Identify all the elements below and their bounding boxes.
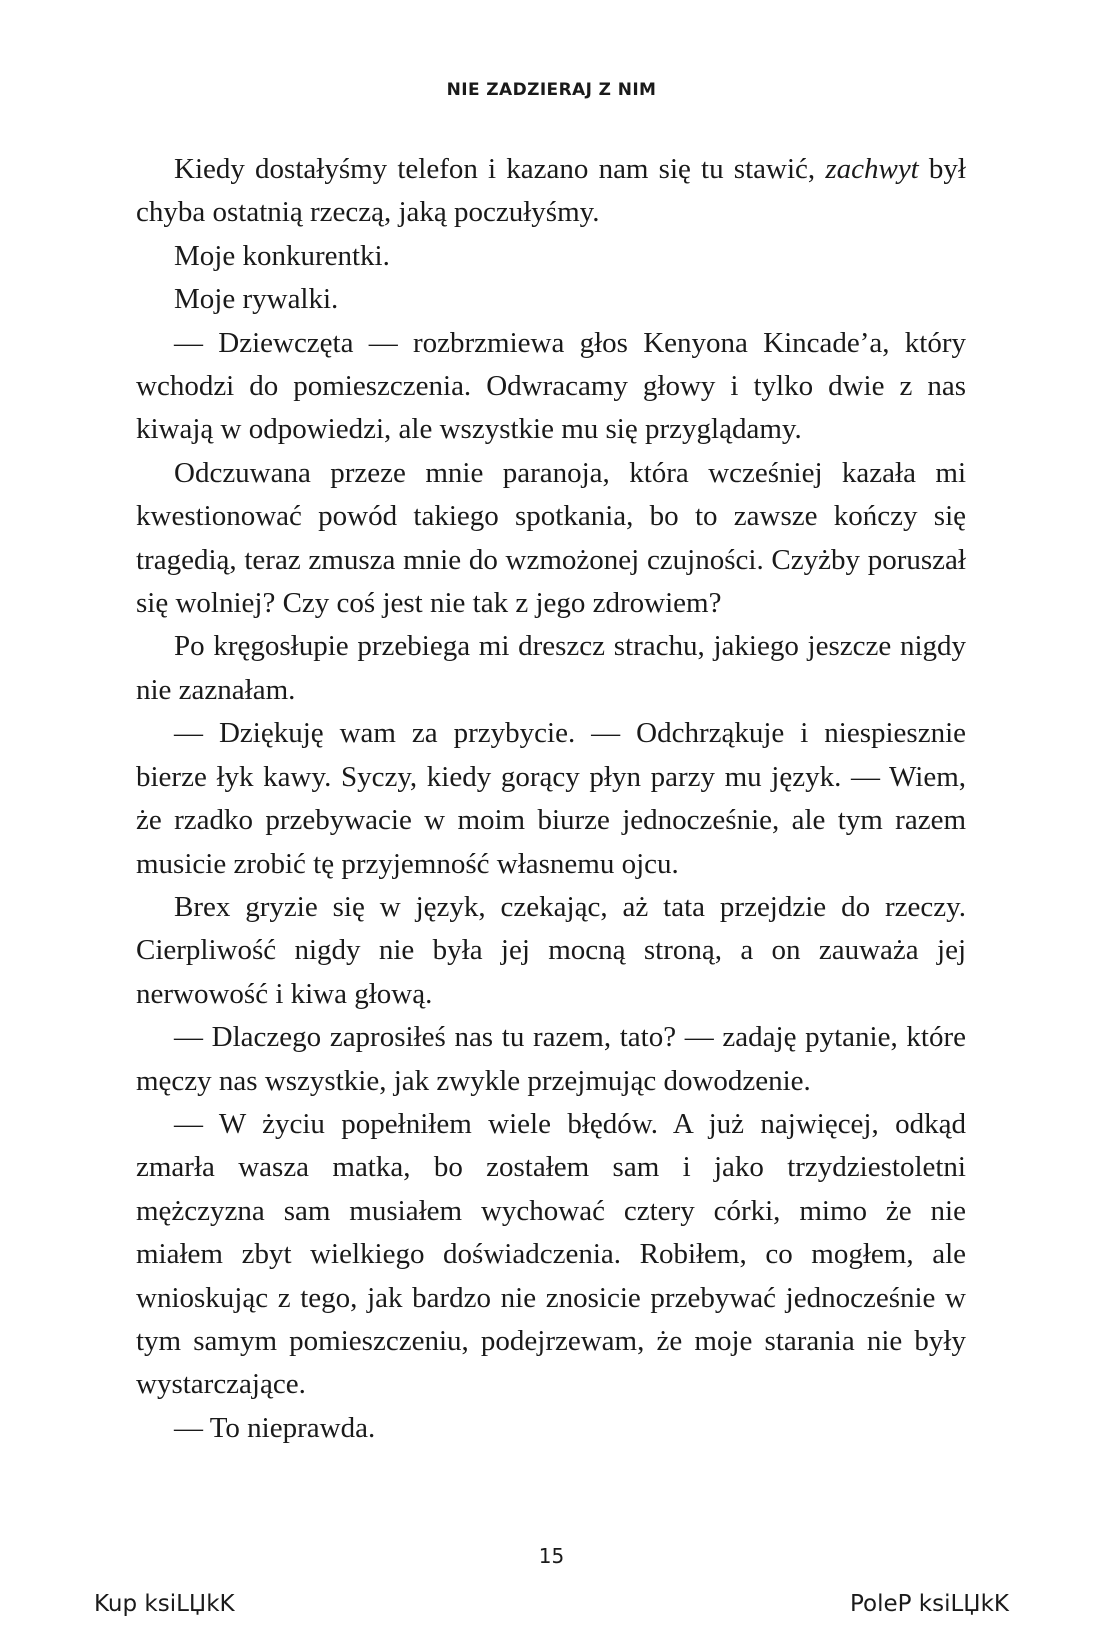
italic-word: zachwyt bbox=[825, 153, 919, 185]
page-number: 15 bbox=[538, 1544, 565, 1568]
paragraph: Po kręgosłupie przebiega mi dreszcz strachu, jakiego jeszcze nigdy nie zaznałam. bbox=[136, 630, 966, 706]
paragraph-text: Kiedy dostałyśmy telefon i kazano nam się tu stawić, bbox=[174, 153, 826, 185]
paragraph: — Dlaczego zaprosiłeś nas tu razem, tato? — zadaję pytanie, które męczy nas wszystkie, jak zwykle przejmując dowodzenie. bbox=[136, 1021, 966, 1097]
paragraph: — To nieprawda. bbox=[174, 1411, 376, 1444]
paragraph: Brex gryzie się w język, czekając, aż tata przejdzie do rzeczy. Cierpliwość nigdy nie była jej mocną stroną, a on zauważa jej nerwowość i kiwa głową. bbox=[136, 890, 966, 1010]
recommend-book-link[interactable]: PoleP ksiLЏkK bbox=[849, 1591, 1009, 1617]
paragraph: Odczuwana przeze mnie paranoja, która wcześniej kazała mi kwestionować powód takiego spotkania, bo to zawsze kończy się tragedią, teraz zmusza mnie do wzmożonej czujności. Czyżby poruszał się wolniej? Czy coś jest nie tak z jego zdrowiem? bbox=[136, 456, 966, 620]
paragraph: Moje rywalki. bbox=[174, 283, 339, 316]
paragraph bbox=[136, 148, 966, 235]
paragraph: — W życiu popełniłem wiele błędów. A już najwięcej, odkąd zmarła wasza matka, bo zostałem sam i jako trzydziestoletni mężczyzna sam musiałem wychować cztery córki, mimo że nie miałem zbyt wielkiego doświadczenia. Robiłem, co mogłem, ale wnioskując z tego, jak bardzo nie znosicie przebywać jednocześnie w tym samym pomieszczeniu, podejrzewam, że moje starania nie były wystarczające. bbox=[136, 1107, 966, 1401]
buy-book-link[interactable]: Kup ksiLЏkK bbox=[94, 1591, 235, 1617]
running-title: NIE ZADZIERAJ Z NIM bbox=[446, 80, 657, 100]
paragraph: Moje konkurentki. bbox=[174, 239, 390, 272]
paragraph: — Dziewczęta — rozbrzmiewa głos Kenyona Kincade’a, który wchodzi do pomieszczenia. Odwracamy głowy i tylko dwie z nas kiwają w odpowiedzi, ale wszystkie mu się przyglądamy. bbox=[136, 326, 966, 446]
paragraph-text: był chyba ostatnią rzeczą, jaką poczułyśmy. bbox=[136, 153, 966, 229]
paragraph: — Dziękuję wam za przybycie. — Odchrząkuje i niespiesznie bierze łyk kawy. Syczy, kiedy gorący płyn parzy mu język. — Wiem, że rzadko przebywacie w moim biurze jednocześnie, ale tym razem musicie zrobić tę przyjemność własnemu ojcu. bbox=[136, 717, 966, 880]
body-text bbox=[136, 148, 966, 1450]
